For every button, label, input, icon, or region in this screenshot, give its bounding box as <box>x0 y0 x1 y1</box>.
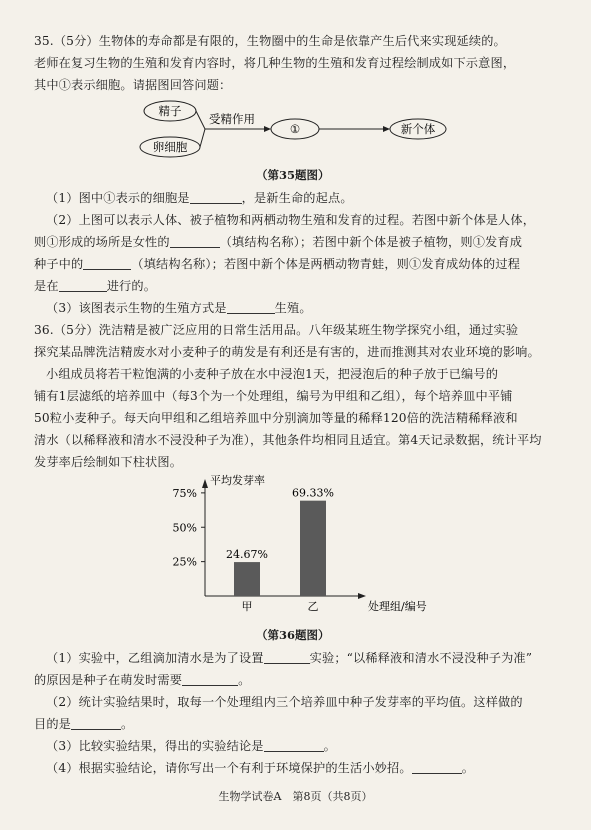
cell-label: ① <box>289 122 301 136</box>
bars <box>226 487 334 613</box>
q35-sub2-text-c: 种子中的 <box>34 257 84 271</box>
q35-sub2-line-1: （2）上图可以表示人体、被子植物和两栖动物生殖和发育的过程。若图中新个体是人体， <box>46 213 536 227</box>
q35-sub3-text-b: 生殖。 <box>274 301 312 315</box>
q35-line-1: 35.（5分）生物体的寿命都是有限的，生物圈中的生命是依靠产生后代来实现延续的。 <box>34 34 506 48</box>
q35-sub1-blank <box>190 191 242 204</box>
q35-sub1-text-a: （1）图中①表示的细胞是 <box>46 191 190 205</box>
process-label: 受精作用 <box>209 112 255 126</box>
q35-sub2-text-d: （填结构名称）；若图中新个体是两栖动物青蛙，则①发育成幼体的过程 <box>131 257 521 271</box>
category-label: 乙 <box>307 600 319 613</box>
q35-line-3: 其中①表示细胞。请据图回答问题： <box>34 78 232 92</box>
q35-sub1 <box>46 190 353 206</box>
connector-bottom <box>200 129 205 147</box>
q36-line-7: 发芽率后绘制如下柱状图。 <box>34 455 183 469</box>
q36-sub3-text-a: （3）比较实验结果，得出的实验结论是 <box>46 739 264 753</box>
q36-sub1-line-2 <box>34 672 250 688</box>
q36-line-3: 小组成员将若干粒饱满的小麦种子放在水中浸泡1天，把浸泡后的种子放于已编号的 <box>46 367 499 381</box>
q36-line-5: 50粒小麦种子。每天向甲组和乙组培养皿中分别滴加等量的稀释120倍的洗洁精稀释液和 <box>34 411 518 425</box>
bar-jia <box>234 562 260 596</box>
y-tick-label: 75% <box>172 486 197 500</box>
q36-sub2-text-a: 目的是 <box>34 717 72 731</box>
q35-sub2-blank-3 <box>59 279 107 292</box>
q36-line-4: 铺有1层滤纸的培养皿中（每3个为一个处理组，编号为甲组和乙组），每个培养皿中平铺 <box>34 389 513 403</box>
y-tick-label: 50% <box>172 521 197 535</box>
q36-bar-chart <box>0 470 591 620</box>
q36-sub4 <box>46 760 474 776</box>
q36-sub2-line-2 <box>34 716 133 732</box>
bar-value-label: 69.33% <box>292 486 334 500</box>
q35-line-2: 老师在复习生物的生殖和发育内容时，将几种生物的生殖和发育过程绘制成如下示意图， <box>34 56 516 70</box>
q35-sub2-text-e: 是在 <box>34 279 59 293</box>
bar-yi <box>300 501 326 596</box>
q36-sub1-line-1 <box>46 650 532 666</box>
q36-sub1-text-a: （1）实验中，乙组滴加清水是为了设置 <box>46 651 264 665</box>
y-axis-label: 平均发芽率 <box>210 474 265 487</box>
q36-sub1-blank-1 <box>264 651 310 664</box>
y-ticks <box>173 487 205 569</box>
q36-sub4-text-b: 。 <box>461 761 475 775</box>
q36-sub4-blank <box>412 761 462 774</box>
arrow-head-2 <box>383 126 390 132</box>
q36-sub4-text-a: （4）根据实验结论，请你写出一个有利于环境保护的生活小妙招。 <box>46 761 412 775</box>
q36-sub3-blank <box>264 739 324 752</box>
q35-sub3 <box>46 300 312 316</box>
q36-sub1-text-c: 的原因是种子在萌发时需要 <box>34 673 183 687</box>
q35-caption: （第35题图） <box>256 168 330 182</box>
q36-line-2: 探究某品牌洗洁精废水对小麦种子的萌发是有利还是有害的，进而推测其对农业环境的影响。 <box>34 345 540 359</box>
x-axis-label: 处理组/编号 <box>368 600 427 613</box>
q35-sub3-text-a: （3）该图表示生物的生殖方式是 <box>46 301 227 315</box>
q36-line-1: 36.（5分）洗洁精是被广泛应用的日常生活用品。八年级某班生物学探究小组，通过实验 <box>34 323 519 337</box>
q35-sub2-line-3 <box>34 256 520 272</box>
q35-sub2-line-4 <box>34 278 156 294</box>
q35-sub2-blank-1 <box>170 235 220 248</box>
q35-sub2-text-f: 进行的。 <box>106 279 157 293</box>
q36-line-6: 清水（以稀释液和清水不浸没种子为准），其他条件均相同且适宜。第4天记录数据，统计平均 <box>34 433 542 447</box>
q36-sub1-text-d: 。 <box>238 673 251 687</box>
q36-sub3-text-b: 。 <box>323 739 336 753</box>
page-footer: 生物学试卷A 第8页（共8页） <box>218 790 373 803</box>
y-axis-arrow <box>202 479 208 488</box>
category-label: 甲 <box>241 600 253 613</box>
bar-value-label: 24.67% <box>226 548 268 562</box>
arrow-head-1 <box>264 126 271 132</box>
q36-sub1-text-b: 实验；“以稀释液和清水不浸没种子为准” <box>309 651 533 665</box>
result-label: 新个体 <box>400 122 436 136</box>
q35-sub3-blank <box>227 301 275 314</box>
q35-sub2-line-2 <box>34 234 522 250</box>
q35-sub2-text-a: 则①形成的场所是女性的 <box>34 235 170 249</box>
q35-sub2-text-b: （填结构名称）；若图中新个体是被子植物，则①发育成 <box>219 235 523 249</box>
q36-sub2-text-b: 。 <box>121 717 134 731</box>
q35-sub2-blank-2 <box>83 257 131 270</box>
x-axis-arrow <box>358 593 366 599</box>
q35-sub1-text-b: ，是新生命的起点。 <box>241 191 353 205</box>
q36-caption: （第36题图） <box>256 628 330 642</box>
q36-sub3 <box>46 738 336 754</box>
y-tick-label: 25% <box>172 555 197 569</box>
egg-label: 卵细胞 <box>152 140 188 154</box>
sperm-label: 精子 <box>158 104 182 118</box>
q36-sub2-line-1: （2）统计实验结果时，取每一个处理组内三个培养皿中种子发芽率的平均值。这样做的 <box>46 695 523 709</box>
q35-diagram <box>0 95 591 165</box>
connector-top <box>196 111 205 129</box>
q36-sub2-blank <box>71 717 121 730</box>
q36-sub1-blank-2 <box>182 673 238 686</box>
